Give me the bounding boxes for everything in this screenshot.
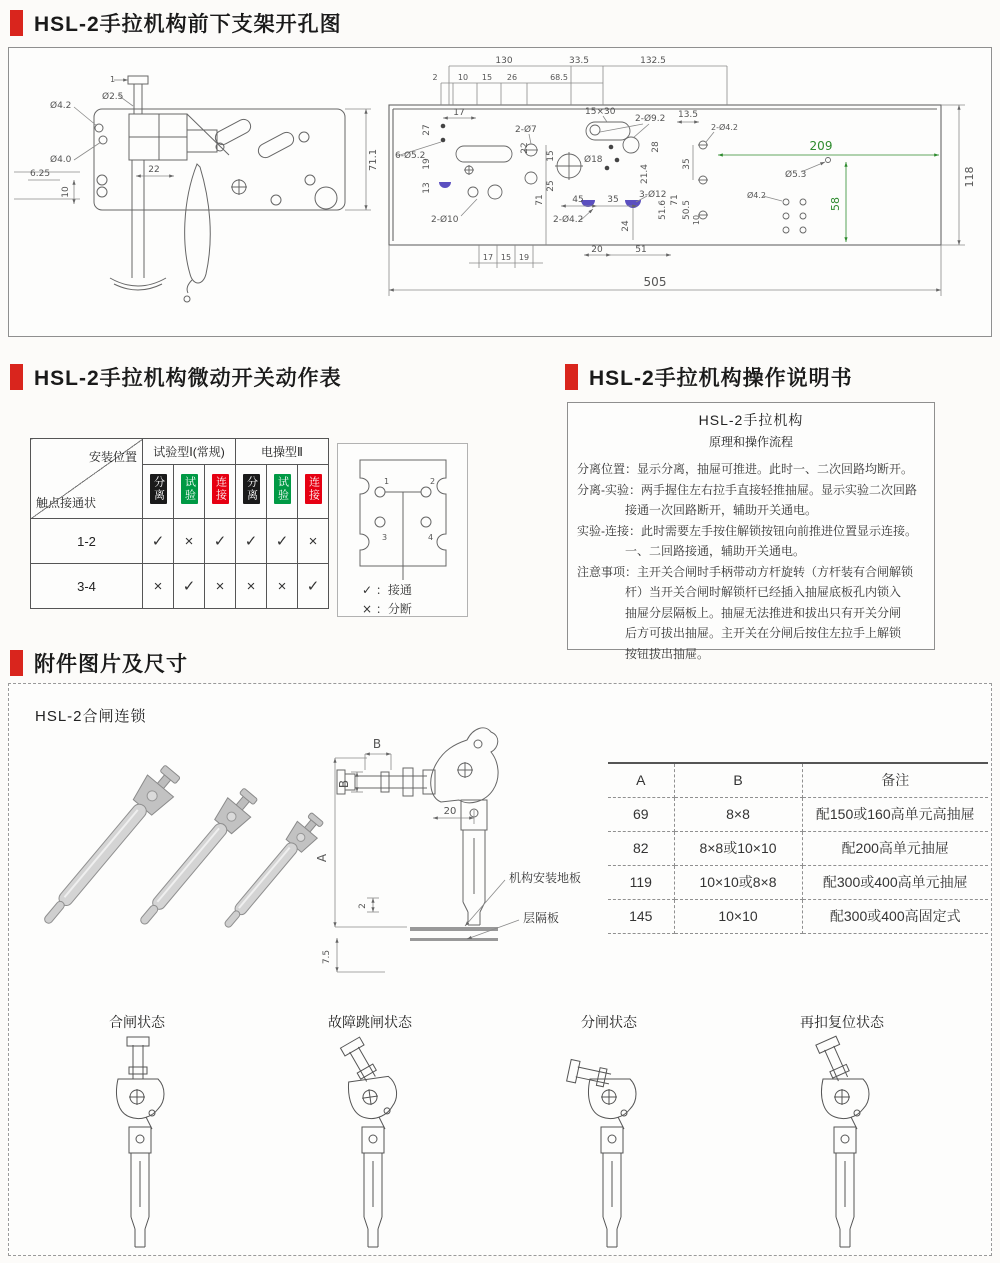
pin-label: 2: [430, 477, 436, 486]
callout-base-plate: 机构安装地板: [509, 871, 582, 885]
section2-header: [10, 362, 342, 392]
interlock-dimension-drawing: [315, 710, 600, 988]
dimension-lines: [389, 66, 965, 296]
dim-label: 1: [110, 75, 116, 84]
dim-label: 2-Ø10: [431, 215, 459, 225]
table-value: ✓: [174, 564, 205, 609]
cell-a: 119: [608, 865, 674, 899]
table-value: ✓: [267, 519, 298, 564]
dim-label: Ø18: [584, 155, 603, 165]
dim-label: 35: [607, 195, 619, 205]
connector-diagram: [338, 444, 469, 618]
state-label-closed: 合闸状态: [109, 1014, 165, 1030]
state-label-open: 分闸状态: [581, 1014, 637, 1030]
badge-cell: [143, 465, 174, 519]
pin-label: 3: [382, 533, 388, 542]
size-table-header-b: B: [674, 763, 802, 797]
pin-label: 4: [428, 533, 434, 542]
manual-subtitle: 原理和操作流程: [708, 435, 793, 449]
manual-line: 接通一次回路断开，辅助开关通电。: [577, 503, 818, 517]
dim-label: 132.5: [640, 56, 666, 66]
badge-cell: [174, 465, 205, 519]
badge-cell: [205, 465, 236, 519]
dim-label: B: [372, 737, 382, 751]
dim-label: 505: [643, 275, 667, 289]
dim-label: 24: [621, 220, 631, 232]
interlock-outline: [337, 728, 498, 925]
drilling-plate-drawing: [381, 50, 991, 336]
table-value: ×: [298, 519, 329, 564]
dim-label: 15×30: [585, 107, 616, 117]
dim-label: 118: [963, 166, 976, 188]
manual-title: HSL-2手拉机构: [698, 412, 804, 428]
dim-label: 71.1: [368, 148, 379, 172]
plate-holes: [95, 117, 337, 209]
table-row: [608, 797, 988, 831]
badge-cell: [236, 465, 267, 519]
relatch-reset-state-drawing: [787, 1035, 897, 1250]
section-marker: [565, 364, 578, 390]
section-marker: [10, 650, 23, 676]
table-row: [608, 831, 988, 865]
dim-label: 68.5: [550, 73, 568, 82]
cell-remark: 配300或400高固定式: [802, 899, 988, 933]
dim-label: 2: [358, 903, 368, 909]
dim-label: 6.25: [30, 169, 51, 179]
dim-label: 2-Ø9.2: [635, 114, 666, 124]
section4-header: [10, 648, 188, 678]
open-state-drawing: [554, 1035, 664, 1250]
dim-label: 209: [809, 139, 833, 153]
dim-label: 19: [518, 253, 530, 262]
dim-label: 22: [520, 142, 530, 154]
dim-label: A: [315, 853, 329, 863]
connect-badge: 连接: [305, 474, 322, 504]
dim-label: B: [337, 779, 351, 789]
dim-label: Ø4.2: [747, 191, 767, 200]
dim-label: 10: [61, 186, 71, 198]
row-label: 3-4: [31, 564, 143, 609]
dim-label: 71: [670, 194, 680, 206]
dim-label: 13: [422, 182, 432, 194]
cell-a: 82: [608, 831, 674, 865]
corner-label-top: 安装位置: [88, 450, 137, 464]
dim-label: 6-Ø5.2: [395, 151, 426, 161]
dim-label: 13.5: [677, 110, 699, 120]
dim-label: 51.6: [658, 199, 668, 221]
dim-label: 15: [500, 253, 512, 262]
cell-b: 8×8或10×10: [674, 831, 802, 865]
legend-off: × ：分断: [362, 602, 412, 616]
drilling-diagram-panel: [8, 47, 992, 337]
rod-and-lever: [110, 160, 210, 302]
dim-label: 51: [635, 245, 647, 255]
callout-partition: 层隔板: [523, 911, 560, 925]
table-value: ×: [236, 564, 267, 609]
dim-label: 7.5: [322, 949, 332, 965]
dim-label: 25: [546, 180, 556, 192]
cell-a: 145: [608, 899, 674, 933]
dim-label: 45: [572, 195, 584, 205]
table-corner-cell: [31, 439, 143, 519]
table-value: ×: [174, 519, 205, 564]
separate-badge: 分离: [243, 474, 260, 504]
size-table: [608, 762, 988, 934]
dim-label: 2: [432, 73, 438, 82]
dim-label: 2-Ø4.2: [711, 123, 738, 132]
dim-label: 20: [443, 806, 457, 817]
column-group-test-type: 试验型Ⅰ(常规): [143, 439, 236, 465]
dim-label: 33.5: [568, 56, 590, 66]
manual-line: 杆）当开关合闸时解锁杆已经插入抽屉底板孔内锁入: [577, 585, 902, 599]
section1-title: HSL-2手拉机构前下支架开孔图: [34, 13, 342, 36]
mounting-plates: [410, 927, 498, 941]
dim-label: 20: [591, 245, 603, 255]
table-value: ✓: [205, 519, 236, 564]
table-value: ✓: [298, 564, 329, 609]
dim-label: Ø5.3: [785, 170, 807, 180]
badge-cell: [267, 465, 298, 519]
dim-label: 19: [422, 158, 432, 170]
manual-line: 实验-连接：此时需要左手按住解锁按钮向前推进位置显示连接。: [577, 523, 917, 538]
interlock-caption: HSL-2合闸连锁: [35, 708, 147, 725]
dimension-labels: [30, 75, 379, 198]
dim-label: 21.4: [640, 163, 650, 185]
column-group-electric-type: 电操型Ⅱ: [236, 439, 329, 465]
dim-label: 71: [535, 194, 545, 206]
manual-line: 抽屉分层隔板上。抽屉无法推进和拔出只有开关分闸: [577, 605, 902, 620]
manual-line: 分离位置：显示分离，抽屉可推进。此时一、二次回路均断开。: [577, 462, 914, 476]
dim-label: 15: [546, 150, 556, 162]
fault-trip-state-drawing: [315, 1035, 425, 1250]
pin-label: 1: [384, 477, 390, 486]
plate-outline: [389, 105, 941, 245]
table-value: ✓: [236, 519, 267, 564]
row-label: 1-2: [31, 519, 143, 564]
dim-label: 130: [495, 56, 513, 66]
interlock-photos: [35, 752, 335, 967]
dim-label: 10: [692, 214, 701, 226]
dim-label: 58: [829, 197, 842, 211]
manual-line: 注意事项：主开关合闸时手柄带动方杆旋转（方杆装有合闸解锁: [577, 564, 914, 579]
section1-header: [10, 8, 342, 38]
table-value: ✓: [143, 519, 174, 564]
dim-label: 3-Ø12: [639, 190, 667, 200]
table-row: [608, 899, 988, 933]
dimension-labels: [395, 56, 976, 289]
manual-line: 按钮拔出抽屉。: [577, 646, 710, 661]
dim-label: 50.5: [682, 199, 692, 221]
manual-line: 分离-实验：两手握住左右拉手直接轻推抽屉。显示实验二次回路: [577, 482, 917, 497]
state-label-relatch-reset: 再扣复位状态: [800, 1014, 884, 1030]
bracket-side-view-drawing: [14, 52, 386, 334]
connect-badge: 连接: [212, 474, 229, 504]
cell-b: 10×10或8×8: [674, 865, 802, 899]
cell-remark: 配200高单元抽屉: [802, 831, 988, 865]
closed-state-drawing: [82, 1035, 192, 1250]
manual-line: 一、二回路接通，辅助开关通电。: [577, 544, 806, 558]
test-badge: 试验: [181, 474, 198, 504]
size-table-header-a: A: [608, 763, 674, 797]
corner-label-bottom: 触点接通状: [36, 496, 97, 510]
state-label-fault-trip: 故障跳闸状态: [328, 1014, 412, 1030]
table-value: ×: [267, 564, 298, 609]
section-marker: [10, 364, 23, 390]
section3-header: [565, 362, 853, 392]
test-badge: 试验: [274, 474, 291, 504]
dim-label: 28: [651, 141, 661, 153]
cell-remark: 配300或400高单元抽屉: [802, 865, 988, 899]
cell-b: 10×10: [674, 899, 802, 933]
separate-badge: 分离: [150, 474, 167, 504]
cell-remark: 配150或160高单元高抽屉: [802, 797, 988, 831]
section2-title: HSL-2手拉机构微动开关动作表: [34, 367, 342, 390]
section3-title: HSL-2手拉机构操作说明书: [589, 367, 853, 390]
dim-label: 27: [422, 124, 432, 136]
dim-label: 22: [148, 165, 160, 175]
cell-b: 8×8: [674, 797, 802, 831]
section-marker: [10, 10, 23, 36]
legend-on: ✓ ：接通: [362, 583, 412, 597]
dim-label: 35: [682, 158, 692, 170]
switch-connector-panel: [337, 443, 468, 617]
dim-label: Ø4.2: [50, 101, 72, 111]
table-row: [608, 865, 988, 899]
dim-label: Ø2.5: [102, 92, 124, 102]
dim-label: 10: [457, 73, 469, 82]
section4-title: 附件图片及尺寸: [34, 653, 188, 676]
size-table-header-remark: 备注: [802, 763, 988, 797]
legend: [362, 582, 412, 616]
table-value: ×: [143, 564, 174, 609]
cell-a: 69: [608, 797, 674, 831]
table-value: ×: [205, 564, 236, 609]
dim-label: 15: [481, 73, 493, 82]
dim-label: 17: [482, 253, 494, 262]
badge-cell: [298, 465, 329, 519]
dim-label: 2-Ø4.2: [553, 215, 584, 225]
dim-label: 2-Ø7: [515, 125, 537, 135]
dim-label: 17: [453, 108, 465, 118]
manual-panel: [567, 402, 935, 661]
dim-label: Ø4.0: [50, 155, 72, 165]
switch-action-table: [30, 438, 329, 609]
dim-label: 26: [506, 73, 518, 82]
manual-line: 后方可拔出抽屉。主开关在分闸后按住左拉手上解锁: [577, 626, 902, 640]
